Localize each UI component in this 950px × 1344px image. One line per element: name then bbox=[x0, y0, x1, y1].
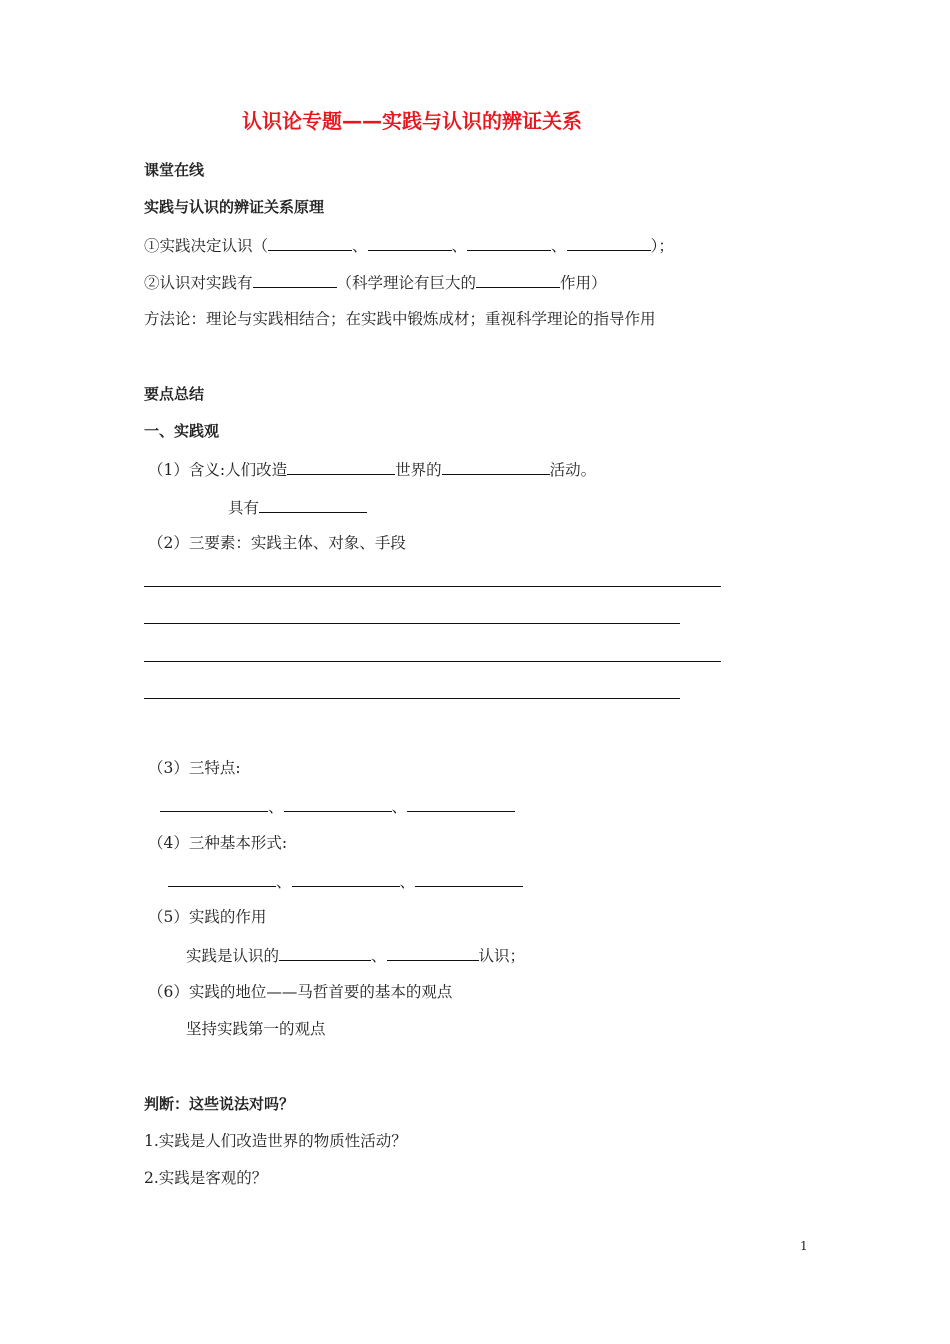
sep: 、 bbox=[371, 947, 387, 965]
part1-heading: 一、实践观 bbox=[144, 422, 220, 440]
blank[interactable] bbox=[415, 870, 523, 887]
item5-a: 实践是认识的 bbox=[186, 947, 280, 965]
blank[interactable] bbox=[476, 271, 560, 288]
item5-detail bbox=[186, 944, 525, 966]
line-cognition-reacts bbox=[144, 271, 607, 293]
item2-elements: （2）三要素：实践主体、对象、手段 bbox=[148, 534, 406, 552]
line1-end: ）； bbox=[650, 237, 674, 255]
sep: 、 bbox=[451, 237, 468, 255]
question-2: 2.实践是客观的？ bbox=[144, 1169, 268, 1187]
blank[interactable] bbox=[259, 496, 367, 513]
page-number: 1 bbox=[800, 1239, 808, 1253]
blank[interactable] bbox=[160, 795, 268, 812]
answer-line[interactable] bbox=[144, 698, 680, 699]
blank[interactable] bbox=[387, 944, 479, 961]
blank[interactable] bbox=[407, 795, 515, 812]
blank[interactable] bbox=[368, 234, 452, 251]
blank[interactable] bbox=[467, 234, 551, 251]
blank[interactable] bbox=[287, 458, 395, 475]
methodology: 方法论：理论与实践相结合；在实践中锻炼成材；重视科学理论的指导作用 bbox=[144, 310, 656, 328]
line-practice-decides bbox=[144, 234, 674, 256]
line1-text: ①实践决定认识（ bbox=[144, 237, 269, 255]
item4-forms: （4）三种基本形式: bbox=[148, 834, 288, 852]
summary-heading: 要点总结 bbox=[144, 385, 205, 403]
item1-meaning bbox=[148, 458, 596, 480]
item1-b: 世界的 bbox=[395, 461, 442, 479]
principle-heading: 实践与认识的辨证关系原理 bbox=[144, 198, 325, 216]
item6-status: （6）实践的地位——马哲首要的基本的观点 bbox=[148, 983, 453, 1001]
answer-line[interactable] bbox=[144, 661, 721, 662]
sep: 、 bbox=[551, 237, 567, 255]
item1-c: 活动。 bbox=[549, 461, 597, 479]
item1-sub-label: 具有 bbox=[228, 499, 260, 517]
blank[interactable] bbox=[284, 795, 392, 812]
blank[interactable] bbox=[279, 944, 371, 961]
item3-blanks bbox=[160, 795, 515, 817]
answer-line[interactable] bbox=[144, 586, 721, 587]
section-heading-classroom: 课堂在线 bbox=[144, 161, 205, 179]
sep: 、 bbox=[276, 873, 292, 891]
blank[interactable] bbox=[168, 870, 276, 887]
line2-mid: （科学理论有巨大的 bbox=[336, 274, 477, 292]
item1-sub bbox=[228, 496, 367, 518]
page-title: 认识论专题——实践与认识的辨证关系 bbox=[242, 109, 582, 133]
item5-role: （5）实践的作用 bbox=[148, 908, 267, 926]
item4-blanks bbox=[168, 870, 523, 892]
item3-features: （3）三特点: bbox=[148, 759, 241, 777]
blank[interactable] bbox=[292, 870, 400, 887]
sep: 、 bbox=[391, 798, 408, 816]
judge-heading: 判断：这些说法对吗？ bbox=[144, 1095, 295, 1113]
question-1: 1.实践是人们改造世界的物质性活动？ bbox=[144, 1132, 407, 1150]
line2-text: ②认识对实践有 bbox=[144, 274, 253, 292]
sep: 、 bbox=[352, 237, 368, 255]
sep: 、 bbox=[268, 798, 284, 816]
blank[interactable] bbox=[442, 458, 550, 475]
item6-sub: 坚持实践第一的观点 bbox=[186, 1020, 326, 1038]
blank[interactable] bbox=[268, 234, 352, 251]
blank[interactable] bbox=[567, 234, 651, 251]
item1-a: （1）含义:人们改造 bbox=[148, 461, 288, 479]
answer-line[interactable] bbox=[144, 623, 680, 624]
blank[interactable] bbox=[253, 271, 337, 288]
sep: 、 bbox=[399, 873, 416, 891]
line2-end: 作用） bbox=[560, 274, 607, 292]
item5-end: 认识； bbox=[478, 947, 526, 965]
